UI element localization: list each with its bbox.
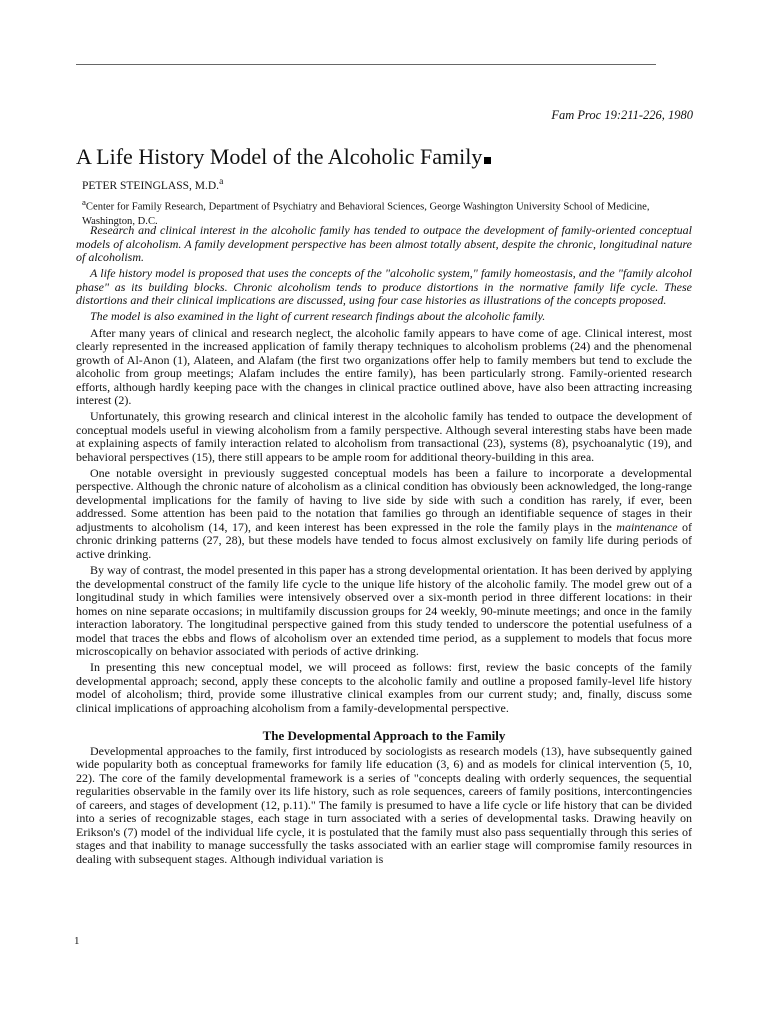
author-name: PETER STEINGLASS, M.D. xyxy=(82,179,220,192)
abstract-paragraph: Research and clinical interest in the alcoholic family has tended to outpace the development of family-oriented conceptual models of alcoholism. A family development perspective has been almost totally absent, despite the chronic, longitudinal nature of alcoholism. xyxy=(76,223,692,264)
affiliation-marker: a xyxy=(82,197,86,207)
body-paragraph: After many years of clinical and research neglect, the alcoholic family appears to have come of age. Clinical interest, most clearly represented in the increased application of family therapy techniques to alcoholism problems (24) and the phenomenal growth of Al-Anon (1), Alateen, and Alafam (the first two organizations offer help to family members but tend to exclude the alcoholic from group meetings; Alafam includes the entire family), has been particularly strong. Family-oriented research efforts, although hardly keeping pace with the changes in clinical practice outlined above, have also been attracting increasing interest (2). xyxy=(76,325,692,408)
header-rule xyxy=(76,64,656,65)
abstract-paragraph: The model is also examined in the light of current research findings about the alcoholic family. xyxy=(90,309,546,324)
section-heading: The Developmental Approach to the Family xyxy=(262,728,506,744)
affiliation-text: Center for Family Research, Department of Psychiatry and Behavioral Sciences, George Washington University School of Medicine, Washington, D.C. xyxy=(82,201,650,227)
body-paragraph-with-emphasis: One notable oversight in previously suggested conceptual models has been a failure to incorporate a developmental perspective. Although the chronic nature of alcoholism as a clinical condition has obviously been acknowledged, the long-range developmental implications for the family of having to live side by side with such a condition has rarely, if ever, been addressed. Some attention has been paid to the notation that families go through an identifiable sequence of stages in their adjustments to alcoholism (14, 17), and keen interest has been expressed in the role the family plays in the maintenance of chronic drinking patterns (27, 28), but these models have tended to focus almost exclusively on family life during periods of active drinking. xyxy=(76,465,692,561)
page-number: 1 xyxy=(74,935,80,947)
body-paragraph: Unfortunately, this growing research and clinical interest in the alcoholic family has tended to outpace the development of conceptual models useful in viewing alcoholism from a family perspective. Although several interesting stabs have been made at explaining aspects of family interaction related to alcoholism from transactional (23), systems (8), psychoanalytic (19), and behavioral perspectives (15), there still appears to be ample room for additional theory-building in this area. xyxy=(76,409,692,464)
article-body xyxy=(76,224,692,869)
emphasized-word: maintenance xyxy=(616,519,678,534)
body-paragraph: In presenting this new conceptual model, we will proceed as follows: first, review the basic concepts of the family developmental approach; second, apply these concepts to the alcoholic family and outline a proposed family-level life history model of alcoholism; third, provide some illustrative clinical examples from our current study; and, finally, discuss some clinical implications of approaching alcoholism from a family-developmental perspective. xyxy=(76,660,692,715)
author-superscript: a xyxy=(219,176,224,187)
journal-citation: Fam Proc 19:211-226, 1980 xyxy=(551,108,693,122)
body-paragraph: By way of contrast, the model presented in this paper has a strong developmental orientation. It has been derived by applying the developmental construct of the family life cycle to the unique life history of the alcoholic family. The model grew out of a longitudinal study in which families were intensively observed over a six-month period in three different locations: in their homes on nine separate occasions; in multifamily discussion groups for 24 weekly, 90-minute meetings; and once in the family interaction laboratory. The longitudinal perspective gained from this study tended to underscore the potential usefulness of a model that traces the ebbs and flows of alcoholism over an extended time period, as a supplement to models that focus more microscopically on behavior associated with periods of active drinking. xyxy=(76,563,692,659)
body-paragraph: Developmental approaches to the family, first introduced by sociologists as research models (13), have subsequently gained wide popularity both as conceptual frameworks for family life education (3, 6) and as models for clinical intervention (5, 10, 22). The core of the family developmental framework is a series of "concepts dealing with orderly sequences, the sequential regularities observable in the family over its life history, such as role sequences, careers of family positions, intercontingencies of careers, and stages of development (12, p.11)." The family is presumed to have a life cycle or life history that can be divided into a series of recognizable stages, each stage in turn associated with a series of developmental tasks. Drawing heavily on Erikson's (7) model of the individual life cycle, it is postulated that the family must also pass sequentially through this series of stages and that inability to manage successfully the tasks associated with an earlier stage will compromise family resources in dealing with subsequent stages. Although individual variation is xyxy=(76,743,692,866)
paper-title xyxy=(76,142,491,172)
paper-title-text: A Life History Model of the Alcoholic Family xyxy=(76,144,483,169)
author-line xyxy=(82,176,223,192)
title-square-icon xyxy=(484,157,491,164)
abstract-paragraph: A life history model is proposed that uses the concepts of the "alcoholic system," family homeostasis, and the "family alcohol phase" as its building blocks. Chronic alcoholism tends to produce distortions in the normative family life cycle. These distortions and their clinical implications are discussed, using four case histories as illustrations of the concepts proposed. xyxy=(76,266,692,308)
